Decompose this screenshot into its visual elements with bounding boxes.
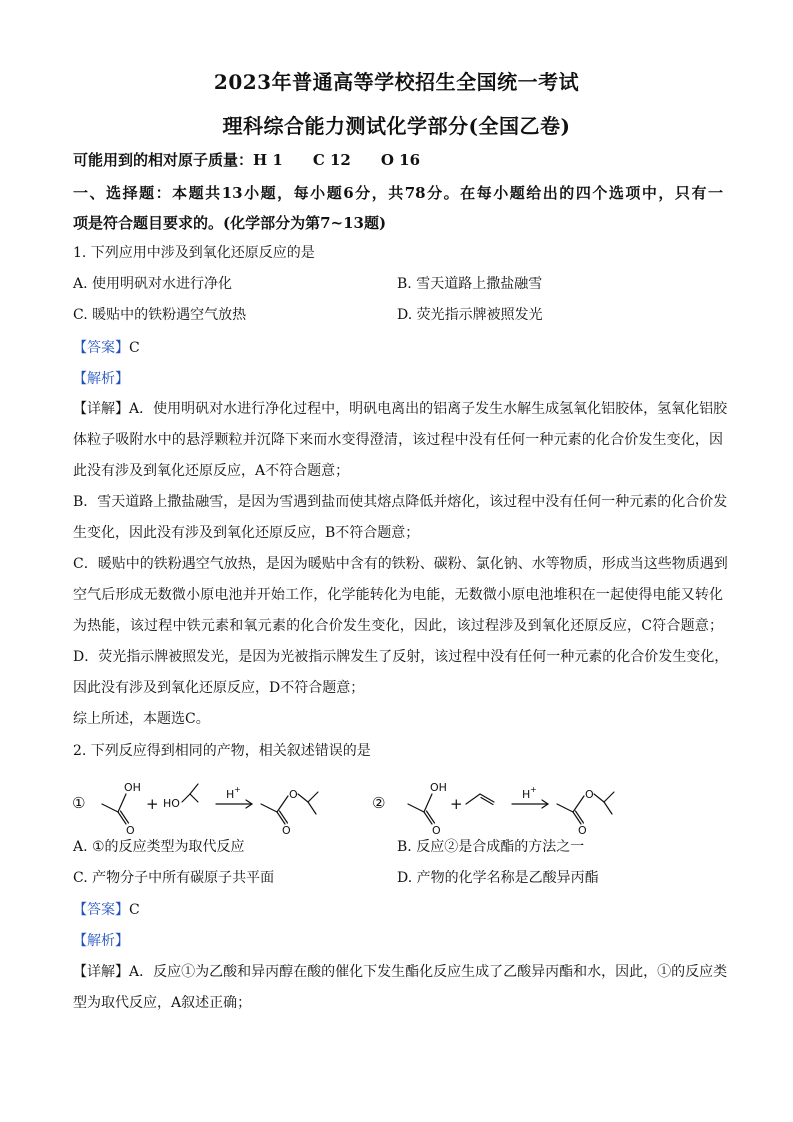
q1-stem: 1. 下列应用中涉及到氧化还原反应的是 [73,245,315,261]
reaction-scheme [66,776,726,836]
q2-option-b: B. 反应②是合成酯的方法之一 [397,839,585,855]
page-subtitle: 理科综合能力测试化学部分(全国乙卷) [222,114,571,138]
reaction-2-label: ② [372,794,386,812]
q1-option-a: A. 使用明矾对水进行净化 [73,276,233,292]
section-heading-line-2: 项是符合题目要求的。(化学部分为第7~13题) [73,214,387,232]
analysis-tag: 【解析】 [73,371,129,387]
q2-option-c: C. 产物分子中所有碳原子共平面 [73,870,275,886]
answer-value: C [129,340,140,356]
o-label: O [126,824,135,836]
q1-detail-line: 此没有涉及到氧化还原反应，A不符合题意； [73,463,350,479]
q1-analysis-tag [73,369,723,389]
answer-tag: 【答案】 [73,902,129,918]
o-label: O [282,824,291,836]
catalyst-charge: + [234,785,241,794]
q1-detail-line: 【详解】A．使用明矾对水进行净化过程中，明矾电离出的铝离子发生水解生成氢氧化铝胶体，氢氧化铝胶 [73,401,728,417]
q1-detail-line: 因此没有涉及到氧化还原反应，D不符合题意； [73,680,365,696]
q1-detail-line: 综上所述，本题选C。 [73,711,210,727]
catalyst-label: H [226,788,235,801]
oh-label: OH [430,781,447,794]
q2-detail-line: 型为取代反应，A叙述正确； [73,995,252,1011]
q1-detail-line: B．雪天道路上撒盐融雪，是因为雪遇到盐而使其熔点降低并熔化，该过程中没有任何一种元素的化合价发 [73,494,728,510]
q1-detail-line: 体粒子吸附水中的悬浮颗粒并沉降下来而水变得澄清，该过程中没有任何一种元素的化合价发生变化，因 [73,432,723,448]
q2-analysis-tag [73,931,723,951]
o-label: O [578,824,587,836]
oh-label: OH [124,781,141,794]
atomic-mass-line: 可能用到的相对原子质量：H 1 C 12 O 16 [73,151,421,169]
q1-detail-line: 空气后形成无数微小原电池并开始工作，化学能转化为电能，无数微小原电池堆积在一起使得电能又转化 [73,587,723,603]
analysis-tag: 【解析】 [73,933,129,949]
q1-detail-line: 生变化，因此没有涉及到氧化还原反应，B不符合题意； [73,525,420,541]
answer-value: C [129,902,140,918]
o-label: O [432,824,441,836]
answer-tag: 【答案】 [73,340,129,356]
detail-tag: 【详解】 [73,401,129,417]
o-label: O [289,788,298,801]
q1-answer [73,338,723,358]
q2-stem: 2. 下列反应得到相同的产物，相关叙述错误的是 [73,743,371,759]
q1-detail-line: C．暖贴中的铁粉遇空气放热，是因为暖贴中含有的铁粉、碳粉、氯化钠、水等物质，形成当这些物质遇到 [73,556,728,572]
detail-tag: 【详解】 [73,964,129,980]
plus-sign: + [450,795,463,813]
ho-label: HO [163,797,180,810]
q1-detail-line: 为热能，该过程中铁元素和氧元素的化合价发生变化，因此，该过程涉及到氧化还原反应，C符合题意； [73,618,723,634]
section-heading-line-1: 一、选择题：本题共13小题，每小题6分，共78分。在每小题给出的四个选项中，只有一 [73,184,723,202]
q2-option-a: A. ①的反应类型为取代反应 [73,839,245,855]
q2-option-d: D. 产物的化学名称是乙酸异丙酯 [397,870,599,886]
reaction-1-label: ① [72,794,86,812]
catalyst-charge: + [530,785,537,794]
q1-option-d: D. 荧光指示牌被照发光 [397,307,543,323]
q1-detail-line: D．荧光指示牌被照发光，是因为光被指示牌发生了反射，该过程中没有任何一种元素的化合价发生变化， [73,649,729,665]
q1-option-c: C. 暖贴中的铁粉遇空气放热 [73,307,247,323]
plus-sign: + [146,795,159,813]
q2-answer [73,900,723,920]
q1-option-b: B. 雪天道路上撒盐融雪 [397,276,543,292]
o-label: O [585,788,594,801]
page-title: 2023年普通高等学校招生全国统一考试 [213,70,580,94]
catalyst-label: H [522,788,531,801]
q2-detail-line: 【详解】A．反应①为乙酸和异丙醇在酸的催化下发生酯化反应生成了乙酸异丙酯和水，因此，①的反应类 [73,964,728,980]
